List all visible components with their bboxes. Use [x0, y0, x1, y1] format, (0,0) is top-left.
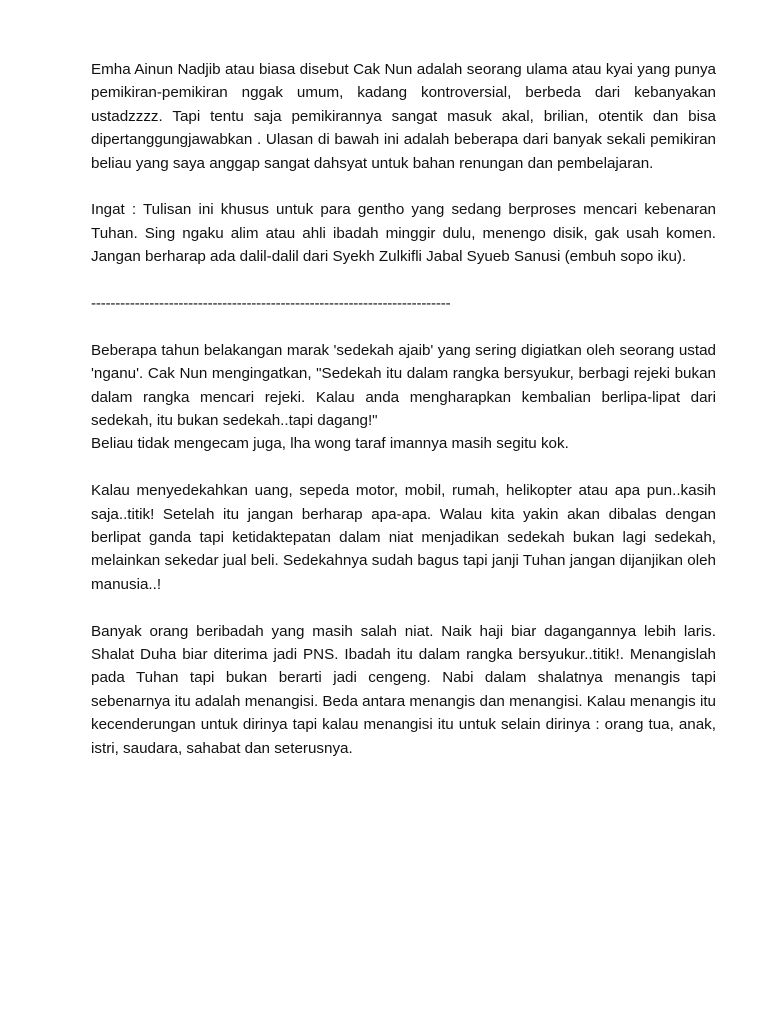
paragraph-intro: Emha Ainun Nadjib atau biasa disebut Cak Nun adalah seorang ulama atau kyai yang punya pemikiran-pemikiran nggak umum, kadang kontroversial, berbeda dari kebanyakan ustadzzzz. Tapi tentu saja pemikirannya sangat masuk akal, brilian, otentik dan bisa dipertanggungjawabkan . Ulasan di bawah ini adalah beberapa dari banyak sekali pemikiran beliau yang saya anggap sangat dahsyat untuk bahan renungan dan pembelajaran.: [91, 61, 716, 172]
paragraph-beliau: Beliau tidak mengecam juga, lha wong taraf imannya masih segitu kok.: [91, 435, 569, 453]
paragraph-menyedekahkan: Kalau menyedekahkan uang, sepeda motor, mobil, rumah, helikopter atau apa pun..kasih saja..titik! Setelah itu jangan berharap apa-apa. Walau kita yakin akan dibalas dengan berlipat ganda tapi ketidaktepatan dalam niat menjadikan sedekah bukan lagi sedekah, melainkan sekedar jual beli. Sedekahnya sudah bagus tapi janji Tuhan jangan dijanjikan oleh manusia..!: [91, 482, 716, 593]
paragraph-sedekah: Beberapa tahun belakangan marak 'sedekah ajaib' yang sering digiatkan oleh seorang ustad 'nganu'. Cak Nun mengingatkan, "Sedekah itu dalam rangka bersyukur, berbagi rejeki bukan dalam rangka mencari rejeki. Kalau anda mengharapkan kembalian berlipa-lipat dari sedekah, itu bukan sedekah..tapi dagang!": [91, 341, 716, 430]
section-divider: --------------------------------------------------------------------------: [91, 295, 451, 313]
paragraph-beribadah: Banyak orang beribadah yang masih salah niat. Naik haji biar dagangannya lebih laris. Shalat Duha biar diterima jadi PNS. Ibadah itu dalam rangka bersyukur..titik!. Menangislah pada Tuhan tapi bukan berarti jadi cengeng. Nabi dalam shalatnya menangis tapi sebenarnya itu adalah menangisi. Beda antara menangis dan menangisi. Kalau menangis itu kecenderungan untuk dirinya tapi kalau menangisi itu untuk selain dirinya : orang tua, anak, istri, saudara, sahabat dan seterusnya.: [91, 622, 716, 757]
document-body: [91, 58, 716, 784]
paragraph-warning: Ingat : Tulisan ini khusus untuk para gentho yang sedang berproses mencari kebenaran Tuhan. Sing ngaku alim atau ahli ibadah minggir dulu, menengo disik, gak usah komen. Jangan berharap ada dalil-dalil dari Syekh Zulkifli Jabal Syueb Sanusi (embuh sopo iku).: [91, 201, 716, 266]
